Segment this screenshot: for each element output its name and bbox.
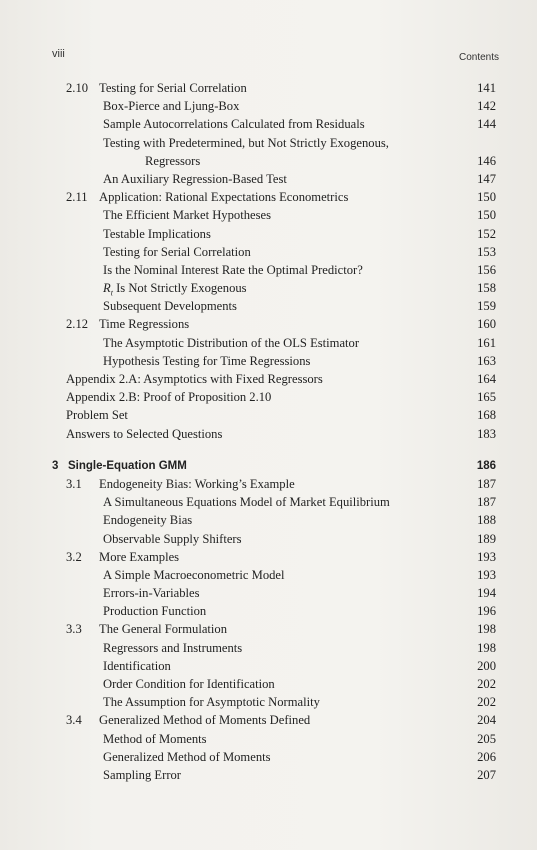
toc-entry-sub: [0, 693, 537, 711]
toc-entry-title: Application: Rational Expectations Econometrics: [99, 190, 349, 205]
toc-entry-title: Answers to Selected Questions: [66, 426, 223, 441]
toc-entry-page: 163: [477, 353, 496, 368]
toc-entry-page: 146: [477, 153, 496, 168]
toc-entry-sub: [0, 134, 537, 152]
toc-entry-section: [0, 711, 537, 729]
toc-entry-appendix: [0, 406, 537, 424]
toc-entry-title: Testable Implications: [103, 226, 211, 241]
toc-entry-title-subscript: t: [110, 288, 113, 298]
toc-entry-title: Appendix 2.B: Proof of Proposition 2.10: [66, 390, 272, 405]
toc-entry-title: Endogeneity Bias: [103, 513, 193, 528]
toc-entry-title: Single-Equation GMM: [68, 459, 187, 472]
toc-entry-number: 2.10: [66, 81, 89, 95]
running-title: Contents: [458, 52, 499, 63]
toc-entry-number: 3: [52, 459, 59, 472]
toc-entry-page: 183: [477, 426, 496, 441]
toc-entry-page: 205: [477, 731, 496, 746]
toc-entry-title: Regressors and Instruments: [103, 640, 243, 655]
toc-entry-sub: [0, 730, 537, 748]
toc-entry-page: 198: [477, 640, 496, 655]
toc-entry-sub: [0, 352, 537, 370]
toc-entry-number: 3.3: [66, 622, 82, 637]
toc-entry-page: 193: [477, 567, 496, 582]
toc-entry-page: 165: [477, 390, 496, 405]
toc-entry-page: 142: [477, 99, 496, 114]
toc-entry-sub: [0, 748, 537, 766]
toc-entry-sub: [0, 170, 537, 188]
toc-entry-page: 153: [477, 244, 496, 259]
toc-entry-chapter: [0, 457, 537, 475]
toc-entry-title: Box-Pierce and Ljung-Box: [103, 99, 240, 114]
toc-entry-section: [0, 79, 537, 97]
page-number-roman: viii: [52, 48, 65, 60]
toc-entry-page: 161: [477, 335, 496, 350]
toc-entry-title: Is the Nominal Interest Rate the Optimal Predictor?: [103, 262, 363, 277]
toc-entry-sub: [0, 297, 537, 315]
toc-entry-page: 144: [477, 117, 496, 132]
toc-entry-page: 188: [477, 513, 496, 528]
toc-entry-number: 3.4: [66, 713, 82, 728]
toc-entry-page: 168: [477, 408, 496, 423]
toc-entry-title: A Simultaneous Equations Model of Market Equilibrium: [103, 495, 390, 510]
toc-entry-title: An Auxiliary Regression-Based Test: [103, 171, 287, 186]
toc-entry-title: Appendix 2.A: Asymptotics with Fixed Regressors: [66, 372, 323, 386]
toc-entry-title: Testing for Serial Correlation: [99, 81, 247, 95]
toc-entry-sub: [0, 334, 537, 352]
toc-entry-page: 150: [477, 208, 496, 223]
toc-entry-number: 3.1: [66, 476, 82, 491]
toc-entry-sub: [0, 675, 537, 693]
toc-entry-page: 187: [477, 495, 496, 510]
toc-entry-page: 193: [477, 549, 496, 564]
toc-entry-title-text: Is Not Strictly Exogenous: [112, 281, 247, 296]
toc-entry-sub: [0, 639, 537, 657]
toc-entry-title: Production Function: [103, 604, 207, 619]
toc-entry-page: 164: [477, 372, 496, 386]
toc-entry-sub: [0, 766, 537, 784]
toc-entry-title: The General Formulation: [99, 622, 227, 637]
toc-entry-page: 189: [477, 531, 496, 546]
toc-entry-page: 150: [477, 190, 496, 205]
toc-entry-page: 198: [477, 622, 496, 637]
toc-entry-page: 158: [477, 281, 496, 296]
toc-entry-page: 200: [477, 658, 496, 673]
toc-entry-title: Sampling Error: [103, 767, 181, 782]
toc-entry-title: Hypothesis Testing for Time Regressions: [103, 353, 311, 368]
toc-entry-page: 147: [477, 171, 496, 186]
toc-entry-sub: [0, 566, 537, 584]
toc-entry-sub: [0, 225, 537, 243]
toc-entry-page: 207: [477, 767, 496, 782]
toc-entry-page: 186: [476, 459, 496, 472]
toc-entry-title: The Assumption for Asymptotic Normality: [103, 695, 320, 710]
toc-entry-page: 187: [477, 476, 496, 491]
toc-entry-page: 202: [477, 695, 496, 710]
toc-entry-section: [0, 620, 537, 638]
toc-entry-title: Testing for Serial Correlation: [103, 244, 251, 259]
toc-entry-title: Testing with Predetermined, but Not Strictly Exogenous,: [103, 135, 389, 150]
toc-entry-sub: [0, 602, 537, 620]
toc-entry-sub: [0, 115, 537, 133]
toc-entry-sub: [0, 206, 537, 224]
toc-entry-page: 204: [477, 713, 496, 728]
toc-entry-section: [0, 188, 537, 206]
toc-entry-title: Subsequent Developments: [103, 299, 237, 314]
toc-entry-section: [0, 315, 537, 333]
toc-entry-sub: [0, 279, 537, 297]
toc-entry-title: Problem Set: [66, 408, 128, 423]
toc-entry-title: Regressors: [145, 153, 201, 168]
toc-entry-title: Generalized Method of Moments Defined: [99, 713, 311, 728]
toc-entry-appendix: [0, 370, 537, 388]
toc-entry-title: Order Condition for Identification: [103, 677, 275, 691]
toc-entry-title-symbol: R: [103, 281, 111, 296]
toc-entry-page: 152: [477, 226, 496, 241]
toc-entry-page: 202: [477, 677, 496, 691]
toc-entry-sub: [0, 657, 537, 675]
toc-entry-appendix: [0, 388, 537, 406]
toc-entry-sub: [0, 243, 537, 261]
toc-entry-title: A Simple Macroeconometric Model: [103, 567, 285, 582]
toc-entry-page: 159: [477, 299, 496, 314]
toc-entry-title: Generalized Method of Moments: [103, 749, 271, 764]
toc-entry-page: 160: [477, 317, 496, 332]
toc-entry-title: Sample Autocorrelations Calculated from Residuals: [103, 117, 365, 132]
toc-entry-number: 2.11: [66, 190, 88, 205]
toc-entry-title: The Asymptotic Distribution of the OLS Estimator: [103, 335, 360, 350]
toc-entry-section: [0, 475, 537, 493]
toc-entry-sub: [0, 97, 537, 115]
toc-entry-cont: [0, 152, 537, 170]
toc-entry-title: Time Regressions: [99, 317, 190, 332]
toc-entry-sub: [0, 511, 537, 529]
toc-entry-page: 206: [477, 749, 496, 764]
toc-entry-title: Errors-in-Variables: [103, 586, 200, 601]
toc-entry-title: Observable Supply Shifters: [103, 531, 242, 546]
toc-entry-section: [0, 548, 537, 566]
toc-entry-page: 141: [477, 81, 496, 95]
toc-entry-sub: [0, 584, 537, 602]
toc-entry-title: More Examples: [99, 549, 180, 564]
toc-entry-page: 196: [477, 604, 496, 619]
toc-entry-number: 2.12: [66, 317, 89, 332]
toc-entry-page: 194: [477, 586, 496, 601]
toc-entry-title: The Efficient Market Hypotheses: [103, 208, 271, 223]
toc-entry-title: Method of Moments: [103, 731, 207, 746]
toc-entry-sub: [0, 493, 537, 511]
toc-entry-number: 3.2: [66, 549, 82, 564]
toc-entry-title: Endogeneity Bias: Working’s Example: [99, 476, 295, 491]
toc-entry-appendix: [0, 425, 537, 443]
toc-entry-sub: [0, 261, 537, 279]
table-of-contents: [0, 79, 537, 784]
toc-entry-title: Identification: [103, 658, 171, 673]
toc-entry-page: 156: [477, 262, 496, 277]
toc-entry-sub: [0, 530, 537, 548]
